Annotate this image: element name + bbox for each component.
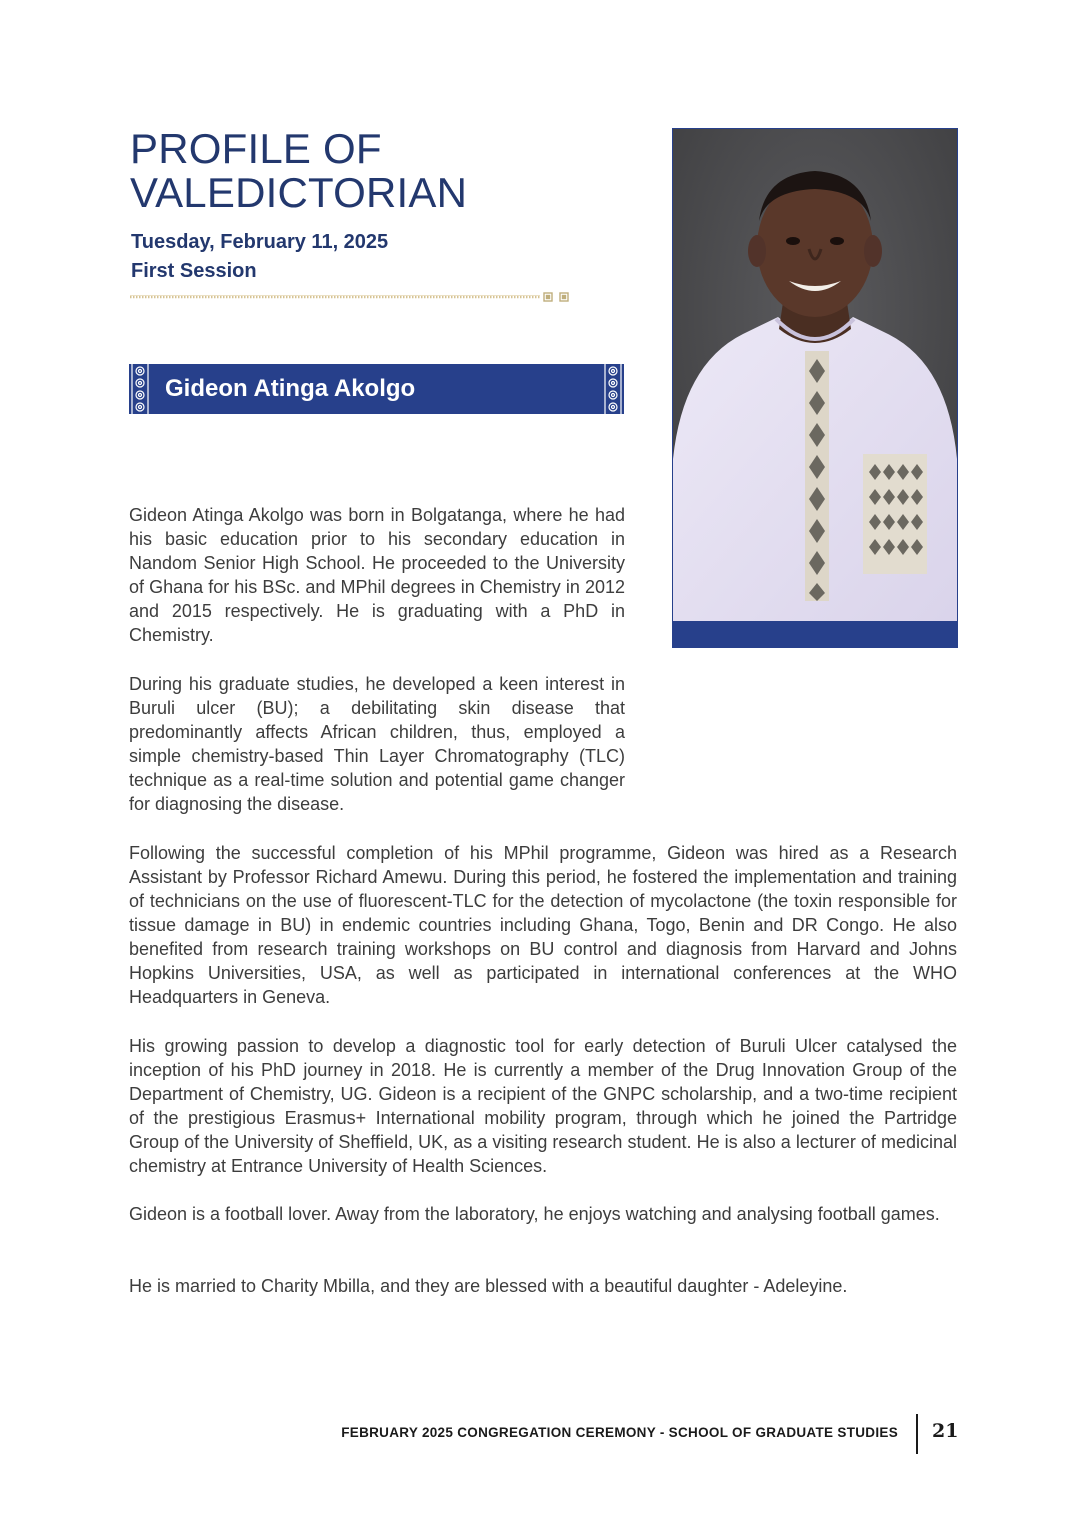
bio-paragraph-3: Following the successful completion of his MPhil programme, Gideon was hired as a Research Assistant by Professor Richard Amewu. During this period, he fostered the implementation and training of technicians on the use of fluorescent-TLC for the detection of mycolactone (the toxin responsible for tissue damage in BU) in endemic countries including Ghana, Togo, Benin and DR Congo. He also benefited from research training workshops on BU control and diagnosis from Harvard and Johns Hopkins Universities, USA, as well as participated in international conferences at the WHO Headquarters in Geneva.	[129, 843, 957, 1007]
footer-caption: FEBRUARY 2025 CONGREGATION CEREMONY - SCHOOL OF GRADUATE STUDIES	[341, 1425, 898, 1440]
name-banner	[129, 364, 624, 414]
ornamental-divider	[130, 291, 574, 303]
event-date: Tuesday, February 11, 2025	[131, 231, 389, 253]
page-title-line-2: VALEDICTORIAN	[130, 169, 468, 216]
event-session: First Session	[131, 260, 257, 282]
footer-divider	[916, 1414, 918, 1454]
page-title-line-1: PROFILE OF	[130, 125, 382, 172]
banner-ornament-right	[602, 364, 624, 414]
portrait-illustration	[673, 129, 957, 647]
valedictorian-portrait	[672, 128, 958, 648]
banner-ornament-left	[129, 364, 151, 414]
bio-paragraph-4: His growing passion to develop a diagnostic tool for early detection of Buruli Ulcer catalysed the inception of his PhD journey in 2018. He is currently a member of the Drug Innovation Group of the Department of Chemistry, UG. Gideon is a recipient of the GNPC scholarship, and a two-time recipient of the prestigious Erasmus+ International mobility program, through which he joined the Partridge Group of the University of Sheffield, UK, as a visiting research student. He is also a lecturer of medicinal chemistry at Entrance University of Health Sciences.	[129, 1036, 957, 1176]
valedictorian-name: Gideon Atinga Akolgo	[165, 375, 416, 402]
bio-paragraph-1: Gideon Atinga Akolgo was born in Bolgatanga, where he had his basic education prior to his secondary education in Nandom Senior High School. He proceeded to the University of Ghana for his BSc. and MPhil degrees in Chemistry in 2012 and 2015 respectively. He is graduating with a PhD in Chemistry.	[129, 505, 625, 645]
bio-paragraph-6: He is married to Charity Mbilla, and they are blessed with a beautiful daughter - Adeleyine.	[129, 1276, 848, 1296]
bio-paragraph-2: During his graduate studies, he developed a keen interest in Buruli ulcer (BU); a debilitating skin disease that predominantly affects African children, thus, employed a simple chemistry-based Thin Layer Chromatography (TLC) technique as a real-time solution and potential game changer for diagnosing the disease.	[129, 674, 625, 814]
bio-paragraph-5: Gideon is a football lover. Away from the laboratory, he enjoys watching and analysing football games.	[129, 1204, 940, 1224]
event-meta	[131, 228, 388, 286]
page-number: 21	[932, 1420, 959, 1442]
page-title	[130, 127, 467, 215]
